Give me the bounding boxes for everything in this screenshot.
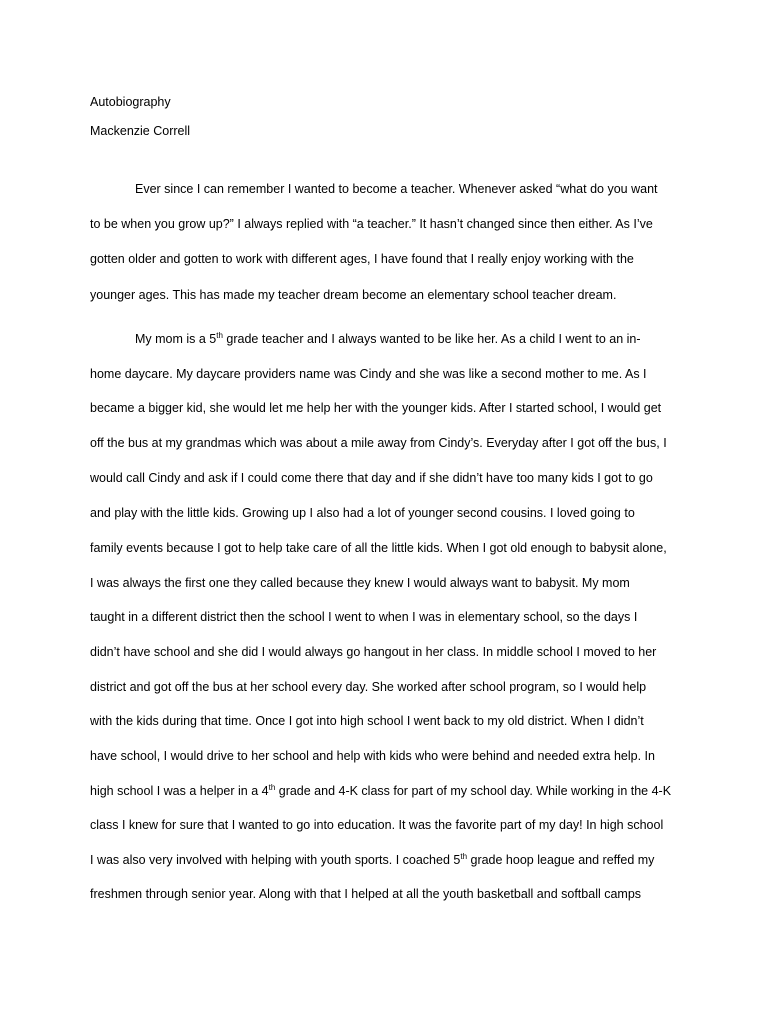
body-line: Ever since I can remember I wanted to become a teacher. Whenever asked “what do you want xyxy=(135,182,658,196)
ordinal-superscript: th xyxy=(216,330,223,340)
body-line: class I knew for sure that I wanted to go into education. It was the favorite part of my day! In high school xyxy=(90,818,664,832)
text-run: grade teacher and I always wanted to be like her. As a child I went to an in- xyxy=(222,332,641,346)
body-line: off the bus at my grandmas which was about a mile away from Cindy’s. Everyday after I got off the bus, I xyxy=(90,436,667,450)
body-line: would call Cindy and ask if I could come there that day and if she didn’t have too many kids I got to go xyxy=(90,471,653,485)
body-line: didn’t have school and she did I would always go hangout in her class. In middle school I moved to her xyxy=(90,645,657,659)
text-run: I was also very involved with helping with youth sports. I coached 5 xyxy=(90,853,461,867)
body-line: taught in a different district then the school I went to when I was in elementary school, so the days I xyxy=(90,610,638,624)
text-run: grade hoop league and reffed my xyxy=(467,853,655,867)
body-line: and play with the little kids. Growing up I also had a lot of younger second cousins. I loved going to xyxy=(90,506,635,520)
body-line: district and got off the bus at her school every day. She worked after school program, so I would help xyxy=(90,680,647,694)
ordinal-superscript: th xyxy=(460,851,468,861)
text-run: grade and 4-K class for part of my school day. While working in the 4-K xyxy=(275,784,672,798)
body-line xyxy=(135,331,641,347)
document-title: Autobiography xyxy=(90,95,171,109)
body-line xyxy=(90,783,671,799)
ordinal-superscript: th xyxy=(268,782,276,792)
body-line: I was always the first one they called because they knew I would always want to babysit. My mom xyxy=(90,576,630,590)
body-line: became a bigger kid, she would let me help her with the younger kids. After I started school, I would get xyxy=(90,401,662,415)
body-line: family events because I got to help take care of all the little kids. When I got old enough to babysit alone, xyxy=(90,541,667,555)
body-line: freshmen through senior year. Along with that I helped at all the youth basketball and softball camps xyxy=(90,887,642,901)
body-line: with the kids during that time. Once I got into high school I went back to my old district. When I didn’t xyxy=(90,714,644,728)
body-line: to be when you grow up?” I always replied with “a teacher.” It hasn’t changed since then either. As I’ve xyxy=(90,217,653,231)
body-line: gotten older and gotten to work with different ages, I have found that I really enjoy working with the xyxy=(90,252,634,266)
body-line: have school, I would drive to her school and help with kids who were behind and needed extra help. In xyxy=(90,749,655,763)
body-line xyxy=(90,852,654,868)
text-run: high school I was a helper in a 4 xyxy=(90,784,269,798)
author-name: Mackenzie Correll xyxy=(90,124,191,138)
text-run: My mom is a 5 xyxy=(135,332,217,346)
body-line: younger ages. This has made my teacher dream become an elementary school teacher dream. xyxy=(90,288,617,302)
body-line: home daycare. My daycare providers name was Cindy and she was like a second mother to me. As I xyxy=(90,367,647,381)
